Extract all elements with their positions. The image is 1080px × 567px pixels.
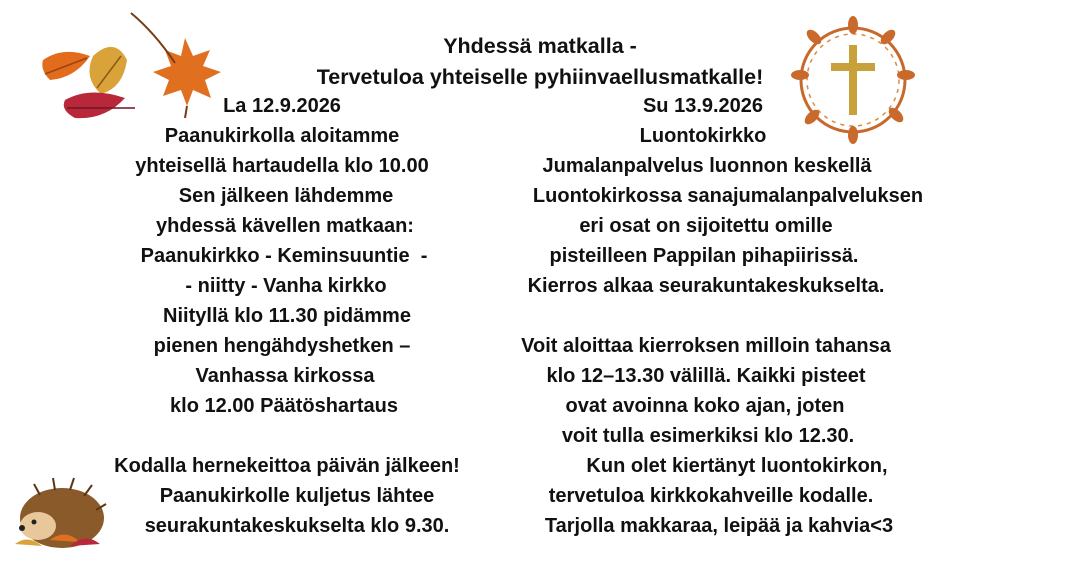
left-line: Paanukirkko - Keminsuuntie - [140, 245, 428, 267]
left-line: seurakuntakeskukselta klo 9.30. [144, 515, 450, 537]
right-line: Luontokirkko [639, 125, 767, 147]
right-line: Jumalanpalvelus luonnon keskellä [542, 155, 872, 177]
left-line: Niityllä klo 11.30 pidämme [163, 305, 411, 327]
right-line: tervetuloa kirkkokahveille kodalle. [548, 485, 874, 507]
left-line: Kodalla hernekeittoa päivän jälkeen! [114, 455, 460, 477]
right-line: Luontokirkossa sanajumalanpalveluksen [532, 185, 924, 207]
left-line: Paanukirkolla aloitamme [164, 125, 400, 147]
left-line: pienen hengähdyshetken – [153, 335, 411, 357]
left-line: klo 12.00 Päätöshartaus [170, 395, 398, 417]
left-line: Paanukirkolle kuljetus lähtee [159, 485, 435, 507]
hedgehog-icon [10, 470, 110, 550]
left-line: yhteisellä hartaudella klo 10.00 [135, 155, 429, 177]
right-line: pisteilleen Pappilan pihapiirissä. [549, 245, 859, 267]
right-line: eri osat on sijoitettu omille [579, 215, 833, 237]
left-line: Sen jälkeen lähdemme [178, 185, 394, 207]
left-line: yhdessä kävellen matkaan: [156, 215, 414, 237]
right-line: voit tulla esimerkiksi klo 12.30. [561, 425, 855, 447]
right-line: Kierros alkaa seurakuntakeskukselta. [527, 275, 885, 297]
page-title-line-1: Yhdessä matkalla - [443, 34, 637, 58]
right-line: ovat avoinna koko ajan, joten [565, 395, 845, 417]
right-line: Kun olet kiertänyt luontokirkon, [586, 455, 888, 477]
page-title-line-2: Tervetuloa yhteiselle pyhiinvaellusmatkalle! [316, 65, 764, 89]
left-line: - niitty - Vanha kirkko [185, 275, 387, 297]
left-line: Vanhassa kirkossa [195, 365, 375, 387]
right-line: Tarjolla makkaraa, leipää ja kahvia<3 [544, 515, 894, 537]
right-line: Voit aloittaa kierroksen milloin tahansa [521, 335, 891, 357]
right-date: Su 13.9.2026 [642, 95, 764, 117]
left-date: La 12.9.2026 [223, 95, 341, 117]
right-line: klo 12–13.30 välillä. Kaikki pisteet [546, 365, 866, 387]
